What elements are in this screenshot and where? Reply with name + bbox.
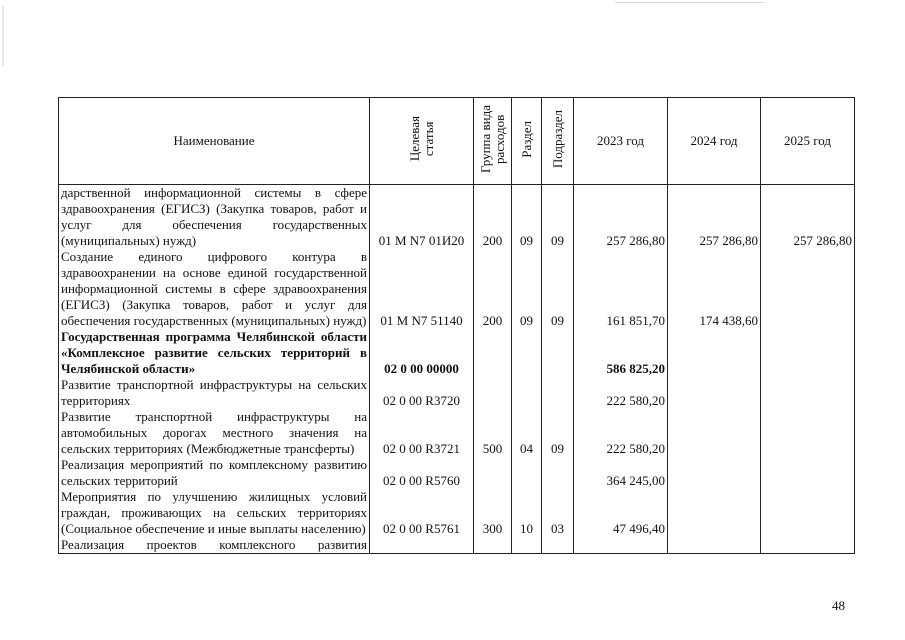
budget-table — [58, 97, 855, 554]
row-target: 02 0 00 R3720 — [370, 377, 474, 409]
header-2023: 2023 год — [574, 98, 668, 185]
row-2025 — [761, 377, 855, 409]
header-target — [370, 98, 474, 185]
header-section — [512, 98, 542, 185]
scan-artifact-line — [615, 2, 765, 3]
row-2024 — [668, 409, 761, 457]
row-name: Государственная программа Челябинской области «Комплексное развитие сельских территорий в Челябинской области» — [59, 329, 370, 377]
row-subsection: 09 — [542, 409, 574, 457]
row-group: 300 — [474, 489, 512, 537]
row-2024 — [668, 489, 761, 537]
table-row — [59, 185, 855, 250]
row-target: 02 0 00 R3721 — [370, 409, 474, 457]
row-2023 — [574, 537, 668, 554]
row-2023: 47 496,40 — [574, 489, 668, 537]
row-target: 02 0 00 R5761 — [370, 489, 474, 537]
row-name: Реализация проектов комплексного развития — [59, 537, 370, 554]
row-subsection: 09 — [542, 185, 574, 250]
row-section — [512, 377, 542, 409]
row-name: Развитие транспортной инфраструктуры на автомобильных дорогах местного значения на сельских территориях (Межбюджетные трансферты) — [59, 409, 370, 457]
row-subsection: 09 — [542, 249, 574, 329]
row-group — [474, 329, 512, 377]
table-row — [59, 249, 855, 329]
row-section: 09 — [512, 185, 542, 250]
row-group: 200 — [474, 249, 512, 329]
table-row-program — [59, 329, 855, 377]
row-2023: 161 851,70 — [574, 249, 668, 329]
row-section — [512, 537, 542, 554]
row-2025 — [761, 409, 855, 457]
row-group — [474, 537, 512, 554]
row-2025 — [761, 329, 855, 377]
row-2023: 364 245,00 — [574, 457, 668, 489]
header-group — [474, 98, 512, 185]
row-target: 01 М N7 01И20 — [370, 185, 474, 250]
row-name: дарственной информационной системы в сфере здравоохранения (ЕГИСЗ) (Закупка товаров, работ и услуг для обеспечения государственных (муниципальных) нужд) — [59, 185, 370, 250]
row-subsection — [542, 537, 574, 554]
page-number: 48 — [832, 598, 845, 613]
table-row — [59, 537, 855, 554]
row-section: 09 — [512, 249, 542, 329]
row-2024 — [668, 377, 761, 409]
row-2024 — [668, 329, 761, 377]
header-group-text: Группа вида расходов — [477, 105, 507, 173]
row-section: 04 — [512, 409, 542, 457]
table-row — [59, 409, 855, 457]
row-2025 — [761, 489, 855, 537]
header-2024: 2024 год — [668, 98, 761, 185]
row-target — [370, 537, 474, 554]
table-row — [59, 377, 855, 409]
row-2025 — [761, 249, 855, 329]
row-name: Создание единого цифрового контура в здравоохранении на основе единой государственной информационной системы в сфере здравоохранения (ЕГИСЗ) (Закупка товаров, работ и услуг для обеспечения государственных (муниципальных) нужд) — [59, 249, 370, 329]
header-section-text: Раздел — [518, 120, 534, 158]
row-group — [474, 377, 512, 409]
row-name: Мероприятия по улучшению жилищных условий граждан, проживающих на сельских территориях (Социальное обеспечение и иные выплаты населению) — [59, 489, 370, 537]
header-subsection-text: Подраздел — [549, 109, 565, 169]
row-section — [512, 329, 542, 377]
row-target: 02 0 00 R5760 — [370, 457, 474, 489]
row-2025: 257 286,80 — [761, 185, 855, 250]
row-name: Развитие транспортной инфраструктуры на сельских территориях — [59, 377, 370, 409]
row-2024 — [668, 537, 761, 554]
row-group: 200 — [474, 185, 512, 250]
row-2024 — [668, 457, 761, 489]
row-2025 — [761, 537, 855, 554]
row-subsection: 03 — [542, 489, 574, 537]
table-row — [59, 489, 855, 537]
row-2023: 257 286,80 — [574, 185, 668, 250]
scan-artifact-mark — [2, 6, 4, 66]
table-row — [59, 457, 855, 489]
row-section: 10 — [512, 489, 542, 537]
row-subsection — [542, 329, 574, 377]
row-subsection — [542, 457, 574, 489]
row-2024: 174 438,60 — [668, 249, 761, 329]
row-2024: 257 286,80 — [668, 185, 761, 250]
row-2023: 222 580,20 — [574, 409, 668, 457]
row-group: 500 — [474, 409, 512, 457]
table-header-row — [59, 98, 855, 185]
row-2025 — [761, 457, 855, 489]
row-subsection — [542, 377, 574, 409]
row-section — [512, 457, 542, 489]
row-target: 01 М N7 51140 — [370, 249, 474, 329]
header-subsection — [542, 98, 574, 185]
header-target-text: Целевая статья — [406, 116, 436, 162]
header-name: Наименование — [59, 98, 370, 185]
row-name: Реализация мероприятий по комплексному развитию сельских территорий — [59, 457, 370, 489]
header-2025: 2025 год — [761, 98, 855, 185]
row-group — [474, 457, 512, 489]
row-2023: 586 825,20 — [574, 329, 668, 377]
row-target: 02 0 00 00000 — [370, 329, 474, 377]
row-2023: 222 580,20 — [574, 377, 668, 409]
